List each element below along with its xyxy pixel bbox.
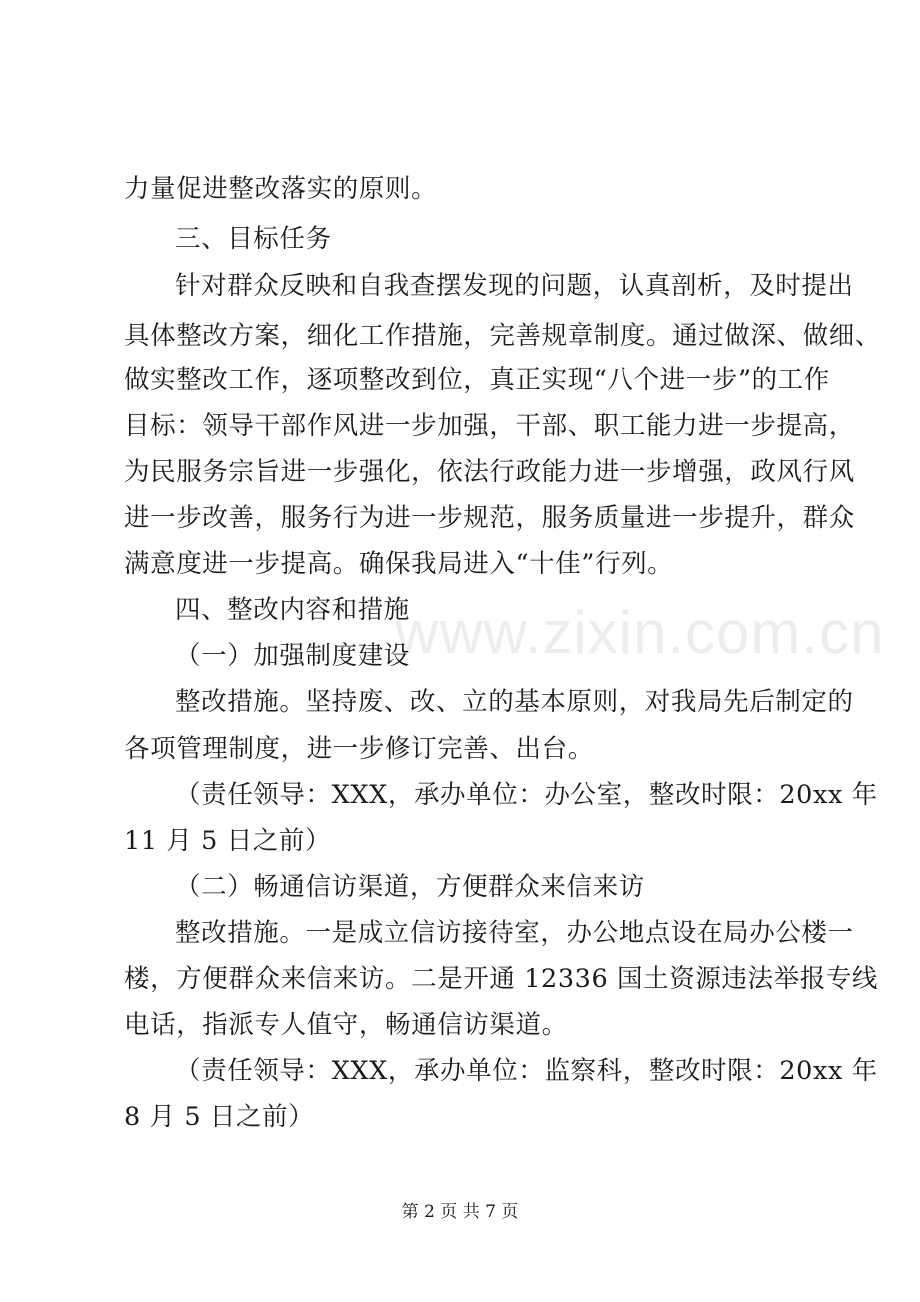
body-line: 整改措施。坚持废、改、立的基本原则，对我局先后制定的	[175, 687, 854, 717]
body-line: 针对群众反映和自我查摆发现的问题，认真剖析，及时提出	[175, 271, 854, 301]
responsibility-note: （责任领导：XXX，承办单位：监察科，整改时限：20xx 年	[175, 1056, 878, 1086]
section-heading: 四、整改内容和措施	[175, 595, 410, 625]
page-footer: 第 2 页 共 7 页	[401, 1202, 519, 1222]
body-line: 做实整改工作，逐项整改到位，真正实现“八个进一步”的工作	[124, 365, 830, 395]
responsibility-note: 8 月 5 日之前）	[124, 1102, 315, 1132]
section-heading: 三、目标任务	[175, 224, 332, 254]
body-line: 各项管理制度，进一步修订完善、出台。	[124, 734, 594, 764]
body-line: 电话，指派专人值守，畅通信访渠道。	[124, 1010, 568, 1040]
body-line: 目标：领导干部作风进一步加强，干部、职工能力进一步提高，	[124, 411, 855, 441]
subsection-heading: （二）畅通信访渠道，方便群众来信来访	[175, 872, 645, 902]
subsection-heading: （一）加强制度建设	[175, 641, 410, 671]
body-line: 为民服务宗旨进一步强化，依法行政能力进一步增强，政风行风	[124, 457, 855, 487]
responsibility-note: （责任领导：XXX，承办单位：办公室，整改时限：20xx 年	[175, 780, 878, 810]
body-line: 力量促进整改落实的原则。	[124, 174, 438, 204]
body-line: 楼，方便群众来信来访。二是开通 12336 国土资源违法举报专线	[124, 964, 879, 994]
body-line: 整改措施。一是成立信访接待室，办公地点设在局办公楼一	[175, 918, 854, 948]
watermark-text: www.zixin.com.cn	[395, 599, 885, 666]
body-line: 进一步改善，服务行为进一步规范，服务质量进一步提升，群众	[124, 503, 855, 533]
responsibility-note: 11 月 5 日之前）	[124, 826, 332, 856]
body-line: 具体整改方案，细化工作措施，完善规章制度。通过做深、做细、	[124, 321, 881, 351]
body-line: 满意度进一步提高。确保我局进入“十佳”行列。	[124, 549, 674, 579]
